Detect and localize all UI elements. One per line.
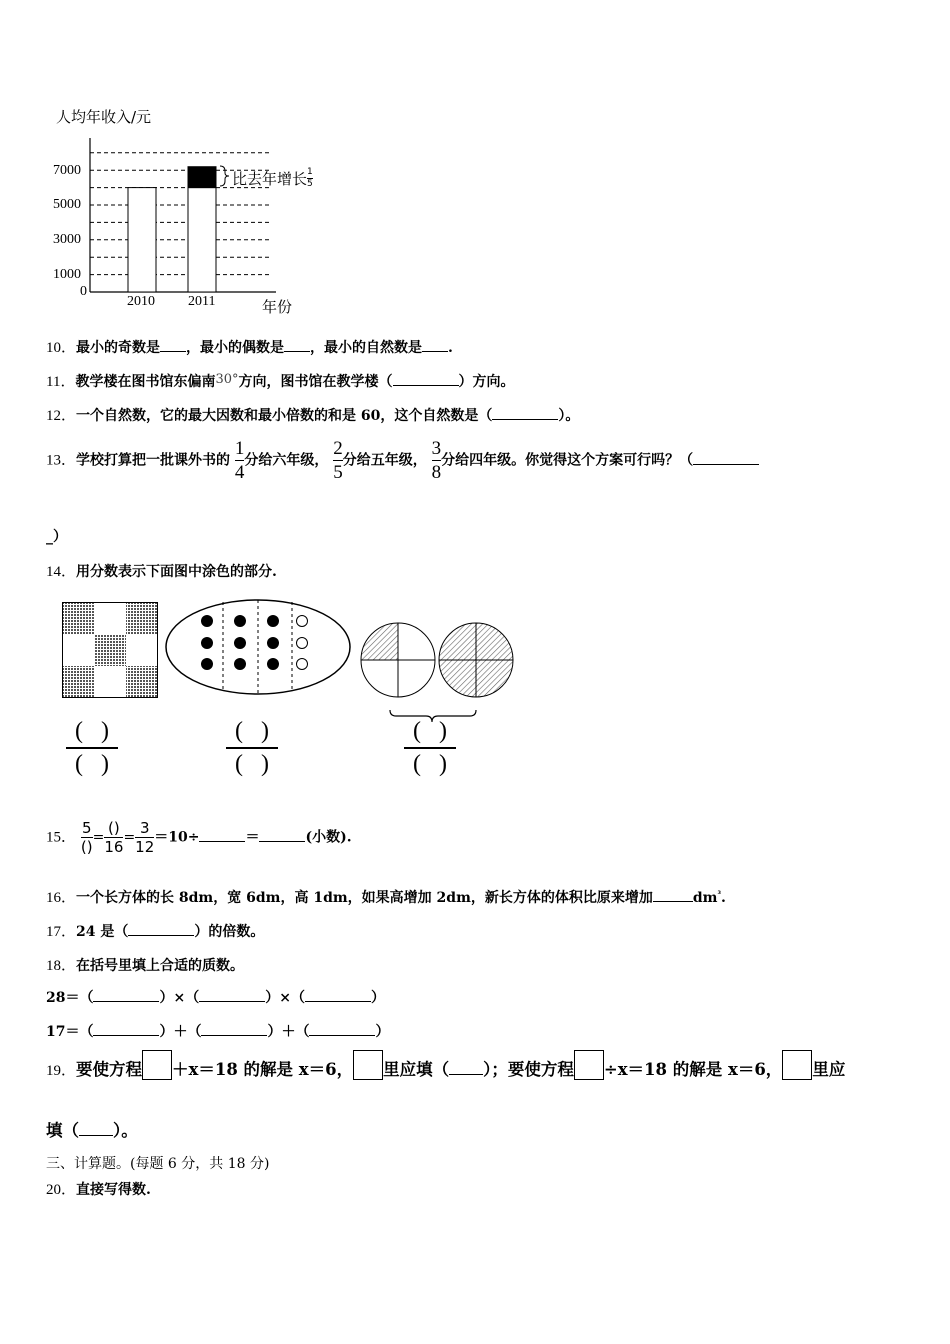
answer-blank[interactable] bbox=[259, 841, 305, 842]
chart-y-title: 人均年收入/元 bbox=[56, 108, 152, 126]
answer-blank[interactable] bbox=[305, 1001, 371, 1002]
answer-blank[interactable] bbox=[201, 1035, 267, 1036]
bar-2010 bbox=[128, 188, 156, 292]
fraction-three-eighths: $\frac{3}{8}$ bbox=[431, 438, 442, 483]
answer-blank[interactable] bbox=[199, 1001, 265, 1002]
answer-blank[interactable] bbox=[284, 351, 310, 352]
fraction-two-fifths: $\frac{2}{5}$ bbox=[333, 438, 343, 483]
annotation-text: 比去年增长 bbox=[232, 170, 308, 188]
question-19: 19．要使方程 ＋x＝18 的解是 x＝6， 里应填（ ）；要使方程 ÷x＝18 的解是 x＝6， 里应 bbox=[46, 1050, 845, 1080]
question-18-line-28: 28＝（ ）×（ ）×（ ） bbox=[46, 990, 385, 1006]
square-box-input[interactable] bbox=[574, 1050, 604, 1080]
annotation-brace bbox=[220, 166, 229, 186]
answer-blank[interactable] bbox=[653, 901, 693, 902]
section-3-title: 三、计算题。(每题 6 分，共 18 分) bbox=[46, 1156, 270, 1172]
y-tick-label: 5000 bbox=[53, 197, 81, 212]
fraction-5-over-blank: $\frac{5}{()}$ bbox=[80, 819, 93, 856]
degree-value: 30° bbox=[215, 372, 239, 387]
question-15: 15． $\frac{5}{()}$ = $\frac{()}{16}$ = $\frac{3}{12}$ ＝10÷ ＝ (小数). bbox=[46, 819, 352, 856]
y-tick-label: 0 bbox=[80, 284, 87, 299]
answer-blank[interactable] bbox=[309, 1035, 375, 1036]
answer-blank[interactable] bbox=[160, 351, 186, 352]
answer-blank[interactable] bbox=[492, 419, 558, 420]
fraction-answer-2[interactable]: ( ) ( ) bbox=[222, 718, 282, 778]
answer-blank[interactable] bbox=[422, 351, 448, 352]
x-category-label: 2011 bbox=[188, 294, 216, 309]
question-11: 11．教学楼在图书馆东偏南30°方向，图书馆在教学楼（ ）方向。 bbox=[46, 372, 515, 390]
answer-blank[interactable] bbox=[128, 935, 194, 936]
fraction-answer-1[interactable]: ( ) ( ) bbox=[62, 718, 122, 778]
bar-2011 bbox=[188, 188, 216, 292]
answer-blank[interactable] bbox=[93, 1001, 159, 1002]
question-19-continued: 填（ ）。 bbox=[46, 1121, 138, 1140]
square-box-input[interactable] bbox=[142, 1050, 172, 1080]
bar-increase-segment bbox=[188, 167, 216, 188]
x-category-label: 2010 bbox=[127, 294, 155, 309]
question-18: 18．在括号里填上合适的质数。 bbox=[46, 958, 245, 974]
question-18-line-17: 17＝（ ）＋（ ）＋（ ） bbox=[46, 1024, 390, 1040]
question-13: 13．学校打算把一批课外书的 $\frac{1}{4}$ 分给六年级， $\frac{2}{5}$ 分给五年级， $\frac{3}{8}$ 分给四年级。你觉得这个方案可行吗？（ bbox=[46, 438, 759, 483]
fraction-answer-3[interactable]: ( ) ( ) bbox=[400, 718, 460, 778]
answer-blank[interactable] bbox=[199, 841, 245, 842]
fraction-one-quarter: $\frac{1}{4}$ bbox=[234, 438, 245, 483]
answer-blank[interactable] bbox=[79, 1135, 113, 1136]
answer-blank[interactable] bbox=[693, 464, 759, 465]
fraction-3-over-12: $\frac{3}{12}$ bbox=[135, 819, 155, 856]
two-circles-figure bbox=[356, 620, 520, 724]
square-box-ref bbox=[782, 1050, 812, 1080]
answer-blank[interactable] bbox=[393, 385, 459, 386]
question-10: 10．最小的奇数是 ，最小的偶数是 ，最小的自然数是 . bbox=[46, 340, 453, 356]
chart-annotation bbox=[232, 168, 313, 189]
question-17: 17．24 是（ ）的倍数。 bbox=[46, 924, 265, 940]
y-tick-label: 1000 bbox=[53, 267, 81, 282]
ellipse-dots-figure bbox=[164, 598, 352, 696]
income-bar-chart bbox=[40, 100, 340, 320]
question-14: 14．用分数表示下面图中涂色的部分. bbox=[46, 564, 277, 580]
question-16: 16．一个长方体的长 8dm，宽 6dm，高 1dm，如果高增加 2dm，新长方体的体积比原来增加 $dm^{^3}$. bbox=[46, 888, 726, 906]
question-13-continued: _） bbox=[46, 529, 67, 545]
question-20: 20．直接写得数. bbox=[46, 1182, 151, 1198]
square-box-ref bbox=[353, 1050, 383, 1080]
checkerboard-figure bbox=[62, 602, 158, 698]
y-tick-label: 7000 bbox=[53, 163, 81, 178]
answer-blank[interactable] bbox=[93, 1035, 159, 1036]
fraction-blank-over-16: $\frac{()}{16}$ bbox=[104, 819, 124, 856]
answer-blank[interactable] bbox=[449, 1074, 483, 1075]
chart-x-title: 年份 bbox=[262, 298, 293, 316]
question-12: 12．一个自然数，它的最大因数和最小倍数的和是 60，这个自然数是（ ）。 bbox=[46, 408, 580, 424]
y-tick-label: 3000 bbox=[53, 232, 81, 247]
annotation-fraction: $\frac{1}{5}$ bbox=[307, 167, 313, 189]
